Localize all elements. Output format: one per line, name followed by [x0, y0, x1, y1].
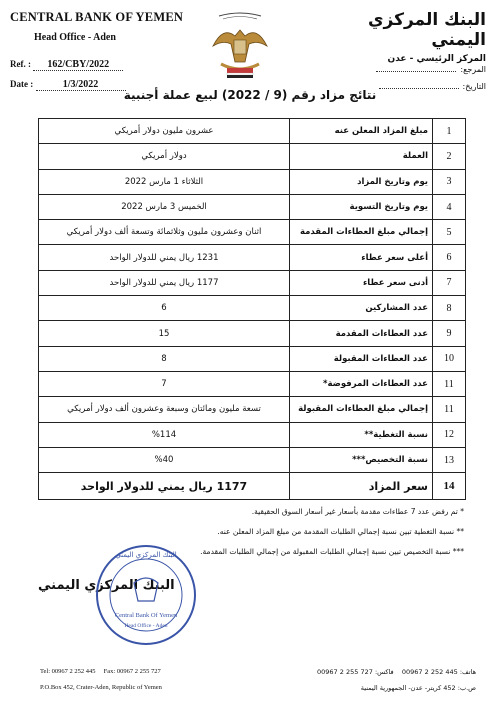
- header-arabic: [316, 10, 486, 64]
- table-row: [39, 296, 466, 321]
- footer-fax-arabic: فاكس: 727 255 2 00967: [316, 668, 394, 676]
- row-value: 8: [39, 346, 290, 371]
- date-value: 1/3/2022: [36, 79, 126, 91]
- row-number: 13: [433, 447, 466, 472]
- table-row: [39, 422, 466, 447]
- row-label: يوم وتاريخ المزاد: [290, 169, 433, 194]
- footer-pobox-english: P.O.Box 452, Crater-Aden, Republic of Yemen: [40, 684, 162, 691]
- row-number: 1: [433, 119, 466, 144]
- ref-value: 162/CBY/2022: [33, 59, 123, 71]
- footer-fax-english: Fax: 00967 2 255 727: [103, 668, 161, 675]
- date-label: Date :: [10, 79, 34, 89]
- row-value: %40: [39, 447, 290, 472]
- table-row: [39, 119, 466, 144]
- row-label: سعر المزاد: [290, 473, 433, 500]
- row-number: 10: [433, 346, 466, 371]
- row-label: يوم وتاريخ التسوية: [290, 194, 433, 219]
- row-number: 2: [433, 144, 466, 169]
- yemen-eagle-emblem-icon: [209, 8, 271, 80]
- row-value: 1231 ريال يمني للدولار الواحد: [39, 245, 290, 270]
- row-value: 15: [39, 321, 290, 346]
- table-row: [39, 371, 466, 396]
- footnote-2: ** نسبة التغطية تبين نسبة إجمالي الطلبات المقدمة من مبلغ المزاد المعلن عنه.: [217, 527, 464, 536]
- row-label: عدد العطاءات المرفوضة*: [290, 371, 433, 396]
- row-label: أدنى سعر عطاء: [290, 270, 433, 295]
- row-number: 8: [433, 296, 466, 321]
- row-number: 9: [433, 321, 466, 346]
- row-value: 1177 ريال يمني للدولار الواحد: [39, 473, 290, 500]
- row-value: عشرون مليون دولار أمريكي: [39, 119, 290, 144]
- date-line: [10, 79, 126, 91]
- row-label: نسبة التخصيص***: [290, 447, 433, 472]
- ref-label: Ref. :: [10, 59, 31, 69]
- row-value: تسعة مليون ومائتان وسبعة وعشرون ألف دولار أمريكي: [39, 397, 290, 422]
- footer-tel-english: Tel: 00967 2 252 445: [40, 668, 96, 675]
- bank-name-arabic: البنك المركزي اليمني: [367, 10, 486, 50]
- header-english: [10, 10, 190, 43]
- row-value: الثلاثاء 1 مارس 2022: [39, 169, 290, 194]
- footer-contact-arabic: [317, 668, 476, 676]
- ref-line: [10, 59, 123, 71]
- table-row: [39, 220, 466, 245]
- table-row: [39, 473, 466, 500]
- row-value: اثنان وعشرون مليون وثلاثمائة وتسعة ألف دولار أمريكي: [39, 220, 290, 245]
- row-value: 7: [39, 371, 290, 396]
- arabic-ref-line: [376, 65, 486, 74]
- table-row: [39, 245, 466, 270]
- row-value: دولار أمريكي: [39, 144, 290, 169]
- row-number: 4: [433, 194, 466, 219]
- row-label: عدد المشاركين: [290, 296, 433, 321]
- seal-place-text: Head Office - Aden: [124, 623, 168, 629]
- document-title: نتائج مزاد رقم (9 / 2022) لبيع عملة أجنبية: [123, 88, 377, 102]
- row-number: 14: [433, 473, 466, 500]
- arabic-ref-label: المرجع:: [460, 65, 486, 74]
- row-value: الخميس 3 مارس 2022: [39, 194, 290, 219]
- seal-english-text: Central Bank Of Yemen: [114, 612, 178, 619]
- row-number: 12: [433, 422, 466, 447]
- row-value: 6: [39, 296, 290, 321]
- row-number: 6: [433, 245, 466, 270]
- row-value: %114: [39, 422, 290, 447]
- signature-text: البنك المركزي اليمني: [38, 578, 175, 593]
- table-row: [39, 270, 466, 295]
- row-label: عدد العطاءات المقبولة: [290, 346, 433, 371]
- arabic-date-label: التاريخ:: [462, 82, 486, 91]
- footnote-3: *** نسبة التخصيص تبين نسبة إجمالي الطلبات المقبولة من إجمالي الطلبات المقدمة.: [200, 547, 464, 556]
- table-row: [39, 447, 466, 472]
- footer-tel-arabic: هاتف: 445 252 2 00967: [401, 668, 476, 676]
- office-name-arabic: المركز الرئيسي - عدن: [387, 54, 486, 64]
- row-label: العملة: [290, 144, 433, 169]
- office-name-english: Head Office - Aden: [34, 32, 116, 43]
- row-label: أعلى سعر عطاء: [290, 245, 433, 270]
- bank-seal-stamp: [94, 543, 198, 647]
- footer-contact-english: [40, 668, 161, 675]
- table-row: [39, 321, 466, 346]
- row-number: 7: [433, 270, 466, 295]
- row-value: 1177 ريال يمني للدولار الواحد: [39, 270, 290, 295]
- bank-name-english: CENTRAL BANK OF YEMEN: [10, 10, 184, 24]
- row-label: عدد العطاءات المقدمة: [290, 321, 433, 346]
- table-row: [39, 346, 466, 371]
- footnote-1: * تم رفض عدد 7 عطاءات مقدمة بأسعار غير أسعار السوق الحقيقية.: [251, 507, 464, 516]
- row-number: 5: [433, 220, 466, 245]
- row-label: إجمالي مبلغ العطاءات المقبولة: [290, 397, 433, 422]
- footer-pobox-arabic: ص.ب: 452 كريتر- عدن- الجمهورية اليمنية: [360, 684, 476, 692]
- table-row: [39, 169, 466, 194]
- table-row: [39, 194, 466, 219]
- arabic-date-line: [379, 82, 486, 91]
- table-row: [39, 144, 466, 169]
- row-number: 3: [433, 169, 466, 194]
- row-number: 11: [433, 371, 466, 396]
- row-label: نسبة التغطية**: [290, 422, 433, 447]
- row-label: مبلغ المزاد المعلن عنه: [290, 119, 433, 144]
- row-label: إجمالي مبلغ العطاءات المقدمة: [290, 220, 433, 245]
- row-number: 11: [433, 397, 466, 422]
- auction-results-table: [38, 118, 466, 500]
- table-row: [39, 397, 466, 422]
- seal-arabic-text: البنك المركزي اليمني: [115, 551, 177, 559]
